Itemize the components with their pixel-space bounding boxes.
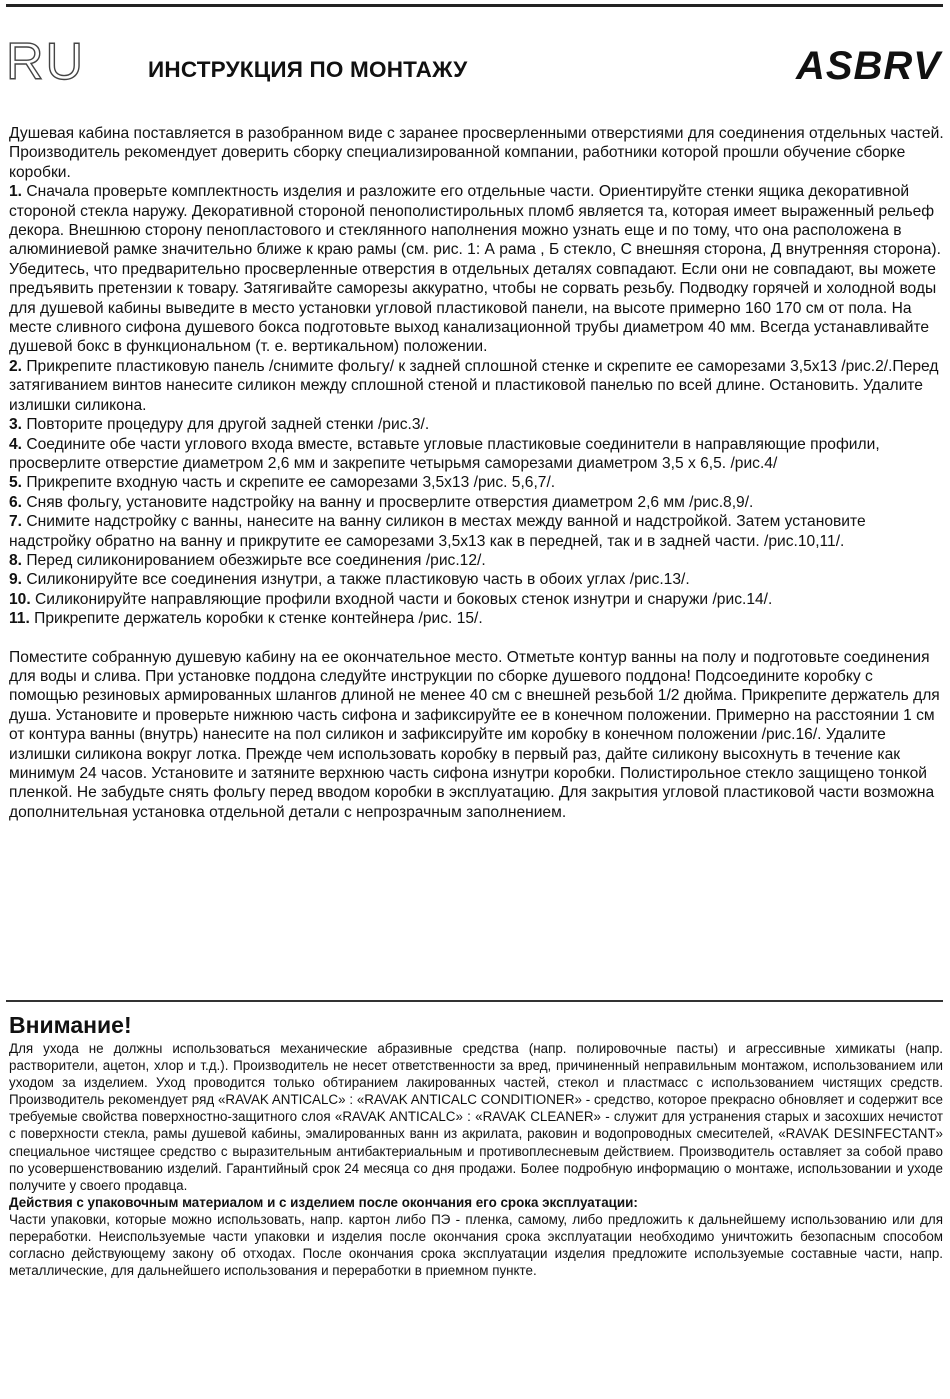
step-text: Сняв фольгу, установите надстройку на ванну и просверлите отверстия диаметром 2,6 мм /рис.8,9/. (22, 493, 754, 511)
step-number: 11. (9, 610, 30, 628)
paragraph-gap (9, 629, 945, 648)
step-text: Прикрепите держатель коробки к стенке контейнера /рис. 15/. (29, 610, 483, 628)
intro-paragraph: Душевая кабина поставляется в разобранном виде с заранее просверленными отверстиями для соединения отдельных частей. Производитель рекомендует доверить сборку специализированной компании, работники которой прошли обучение сборке коробки. (9, 125, 944, 181)
step-text: Прикрепите пластиковую панель /снимите фольгу/ к задней сплошной стенке и скрепите ее саморезами 3,5x13 /рис.2/.Перед затягиванием винтов нанесите силикон между сплошной стеной и пластиковой панелью по всей длине. Остановить. Удалите излишки силикона. (9, 357, 939, 414)
step-6 (9, 493, 945, 512)
step-10 (9, 590, 945, 609)
step-5 (9, 473, 945, 492)
step-9 (9, 570, 945, 589)
step-number: 7. (9, 513, 23, 531)
care-text (9, 1040, 943, 1279)
step-text: Повторите процедуру для другой задней стенки /рис.3/. (22, 416, 430, 434)
section-divider (6, 1000, 943, 1002)
step-text: Снимите надстройку с ванны, нанесите на ванну силикон в местах между ванной и надстройкой. Затем установите надстройку обратно на ванну и прикрутите ее саморезами 3,5x13 как в передней, так и в задней части. /рис.10,11/. (9, 513, 866, 550)
step-number: 10. (9, 590, 31, 608)
step-text: Прикрепите входную часть и скрепите ее саморезами 3,5x13 /рис. 5,6,7/. (22, 474, 556, 492)
warning-title: Внимание! (9, 1012, 132, 1038)
step-text: Перед силиконированием обезжирьте все соединения /рис.12/. (22, 551, 486, 569)
step-number: 8. (9, 551, 23, 569)
step-8 (9, 551, 945, 570)
step-11 (9, 609, 945, 628)
step-number: 1. (9, 183, 23, 201)
step-text: Силиконируйте все соединения изнутри, а также пластиковую часть в обоих углах /рис.13/. (22, 571, 690, 589)
step-number: 3. (9, 416, 23, 434)
top-rule (6, 4, 943, 7)
packaging-paragraph: Части упаковки, которые можно использовать, напр. картон либо ПЭ - пленка, самому, либо предложить к дальнейшему использованию или для переработки. Неиспользуемые части упаковки и изделия после окончания срока эксплуатации необходимо уничтожить безопасным способом согласно действующему закону об отходах. После окончания срока эксплуатации изделия предложите используемые составные части, напр. металлические, для дальнейшего использования и переработки в приемном пункте. (9, 1211, 943, 1279)
packaging-title: Действия с упаковочным материалом и с изделием после окончания его срока эксплуатации: (9, 1194, 638, 1210)
language-code: RU (6, 33, 86, 91)
step-number: 9. (9, 571, 23, 589)
step-1 (9, 182, 945, 357)
step-4 (9, 435, 945, 474)
step-text: Силиконируйте направляющие профили входной части и боковых стенок изнутри и снаружи /рис.14/. (30, 590, 773, 608)
step-number: 4. (9, 435, 23, 453)
step-text: Соедините обе части углового входа вместе, вставьте угловые пластиковые соединители в направляющие профили, просверлите отверстие диаметром 2,6 мм и закрепите четырьмя саморезами диаметром 3,5 x 6,5. /рис.4/ (9, 435, 880, 472)
step-7 (9, 512, 945, 551)
step-number: 6. (9, 493, 23, 511)
step-3 (9, 415, 945, 434)
step-2 (9, 357, 945, 415)
final-paragraph: Поместите собранную душевую кабину на ее окончательное место. Отметьте контур ванны на полу и подготовьте соединения для воды и слива. При установке поддона следуйте инструкции по сборке душевого поддона! Подсоедините коробку с помощью резиновых армированных шлангов длиной не менее 40 см с внешней резьбой 1/2 дюйма. Прикрепите держатель для душа. Установите и проверьте нижнюю часть сифона и зафиксируйте ее в конечном положении. Примерно на расстоянии 1 см от контура ванны (внутрь) нанесите на пол силикон и зафиксируйте им коробку в конечном положении /рис.16/. Удалите излишки силикона вокруг лотка. Прежде чем использовать коробку в первый раз, дайте силикону высохнуть в течение как минимум 24 часов. Установите и затяните верхнюю часть сифона изнутри коробки. Полистирольное стекло защищено тонкой пленкой. Не забудьте снять фольгу перед вводом коробки в эксплуатацию. Для закрытия угловой пластиковой части возможна дополнительная установка отдельной детали с непрозрачным заполнением. (9, 648, 940, 821)
care-paragraph: Для ухода не должны использоваться механические абразивные средства (напр. полировочные пасты) и агрессивные химикаты (напр. растворители, ацетон, хлор и т.д.). Производитель не несет ответственности за вред, причиненный неправильным монтажом, использованием или уходом за изделием. Уход проводится только обтиранием лакированных частей, стекол и пластмасс с использованием чистящих средств. Производитель рекомендует ряд «RAVAK ANTICALC» : «RAVAK ANTICALC CONDITIONER» - средство, которое прекрасно обновляет и содержит все требуемые свойства поверхностно-защитного слоя «RAVAK ANTICALC» : «RAVAK CLEANER» - служит для устранения старых и засохших нечистот с поверхности стекла, рамы душевой кабины, эмалированных ванн из акрилата, раковин и водопроводных смесителей, «RAVAK DESINFECTANT» специальное чистящее средство с выразительным антибактериальным и противоплесневым действием. Производитель оставляет за собой право по усовершенствованию изделий. Гарантийный срок 24 месяца со дня продажи. Более подробную информацию о монтаже, использовании и уходе получите у своего продавца. (9, 1041, 943, 1193)
model-name: ASBRV (795, 44, 941, 88)
step-text: Сначала проверьте комплектность изделия и разложите его отдельные части. Ориентируйте стенки ящика декоративной стороной стекла наружу. Декоративной стороной пенополистирольных пломб является та, которая имеет выраженный рельеф декора. Внешнюю сторону пенопластового и стеклянного наполнения можно узнать еще и по тому, что она расположена в алюминиевой рамке значительно ближе к краю рамы (см. рис. 1: А рама , Б стекло, С внешняя сторона, Д внутренняя сторона). Убедитесь, что предварительно просверленные отверстия в отдельных деталях совпадают. Если они не совпадают, вы можете предъявить претензии к товару. Затягивайте саморезы аккуратно, чтобы не сорвать резьбу. Подводку горячей и холодной воды для душевой кабины выведите в место установки угловой пластиковой панели, на высоте примерно 160 170 см от пола. На месте сливного сифона душевого бокса подготовьте выход канализационной трубы диаметром 40 мм. Всегда устанавливайте душевой бокс в функциональном (т. е. вертикальном) положении. (9, 183, 941, 356)
page-title: ИНСТРУКЦИЯ ПО МОНТАЖУ (148, 57, 468, 82)
step-number: 2. (9, 357, 23, 375)
main-text (9, 124, 945, 822)
step-number: 5. (9, 474, 23, 492)
